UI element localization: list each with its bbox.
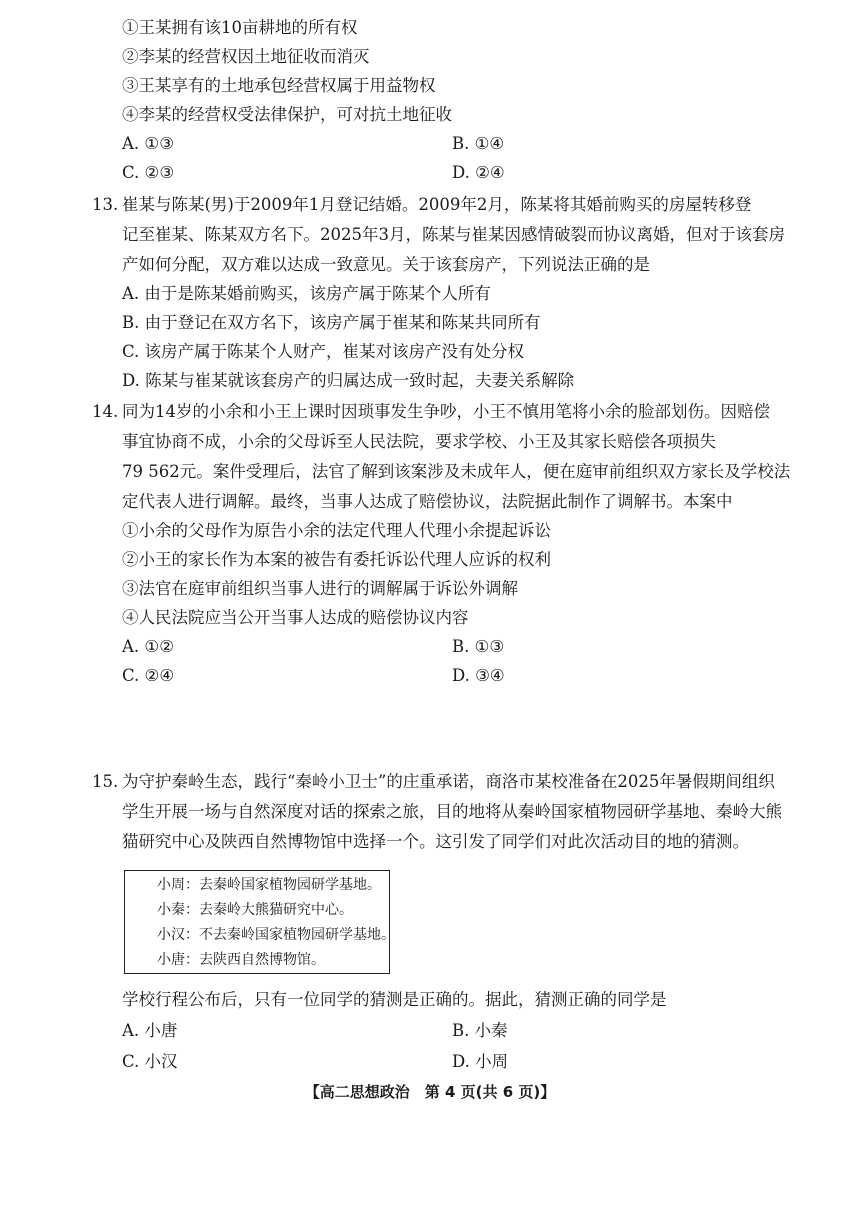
q12-statement-2: ②李某的经营权因土地征收而消灭	[122, 47, 370, 66]
page-footer: 【高二思想政治 第 4 页(共 6 页)】	[304, 1083, 556, 1101]
q12-statement-1: ①王某拥有该10亩耕地的所有权	[122, 18, 358, 37]
q14-option-d: D. ③④	[452, 666, 505, 685]
q15-option-c: C. 小汉	[122, 1052, 178, 1071]
q14-option-b: B. ①③	[452, 637, 505, 656]
q14-statement-2: ②小王的家长作为本案的被告有委托诉讼代理人应诉的权利	[122, 550, 551, 569]
q14-stem-line-3: 79 562元。案件受理后，法官了解到该案涉及未成年人，便在庭审前组织双方家长及学校法	[122, 462, 791, 481]
q12-statement-4: ④李某的经营权受法律保护，可对抗土地征收	[122, 105, 452, 124]
guess-xiaozhou: 小周：去秦岭国家植物园研学基地。	[157, 877, 381, 893]
q15-number: 15.	[92, 772, 119, 791]
q14-number: 14.	[92, 402, 119, 421]
q13-stem-line-2: 记至崔某、陈某双方名下。2025年3月，陈某与崔某因感情破裂而协议离婚，但对于该套房	[122, 225, 785, 244]
q14-option-c: C. ②④	[122, 666, 175, 685]
guess-xiaohan: 小汉：不去秦岭国家植物园研学基地。	[157, 927, 395, 943]
q15-stem-line-1: 为守护秦岭生态，践行“秦岭小卫士”的庄重承诺，商洛市某校准备在2025年暑假期间组织	[122, 772, 775, 791]
q13-option-d: D. 陈某与崔某就该套房产的归属达成一致时起，夫妻关系解除	[122, 371, 575, 390]
q13-option-b: B. 由于登记在双方名下，该房产属于崔某和陈某共同所有	[122, 313, 541, 332]
q14-statement-1: ①小余的父母作为原告小余的法定代理人代理小余提起诉讼	[122, 521, 551, 540]
guess-xiaotang: 小唐：去陕西自然博物馆。	[157, 952, 325, 968]
q14-stem-line-1: 同为14岁的小余和小王上课时因琐事发生争吵，小王不慎用笔将小余的脸部划伤。因赔偿	[122, 402, 770, 421]
q14-option-a: A. ①②	[122, 637, 174, 656]
q14-stem-line-2: 事宜协商不成，小余的父母诉至人民法院，要求学校、小王及其家长赔偿各项损失	[122, 432, 716, 451]
guess-xiaoqin: 小秦：去秦岭大熊猫研究中心。	[157, 902, 353, 918]
q12-option-c: C. ②③	[122, 163, 175, 182]
q12-option-b: B. ①④	[452, 134, 505, 153]
q12-option-d: D. ②④	[452, 163, 505, 182]
q14-statement-4: ④人民法院应当公开当事人达成的赔偿协议内容	[122, 608, 469, 627]
q12-option-a: A. ①③	[122, 134, 174, 153]
q15-option-d: D. 小周	[452, 1052, 509, 1071]
q14-statement-3: ③法官在庭审前组织当事人进行的调解属于诉讼外调解	[122, 579, 518, 598]
q13-stem-line-1: 崔某与陈某(男)于2009年1月登记结婚。2009年2月，陈某将其婚前购买的房屋转移登	[122, 195, 752, 214]
q13-option-c: C. 该房产属于陈某个人财产，崔某对该房产没有处分权	[122, 342, 525, 361]
q14-stem-line-4: 定代表人进行调解。最终，当事人达成了赔偿协议，法院据此制作了调解书。本案中	[122, 492, 733, 511]
q15-stem-line-3: 猫研究中心及陕西自然博物馆中选择一个。这引发了同学们对此次活动目的地的猜测。	[122, 832, 749, 851]
q13-option-a: A. 由于是陈某婚前购买，该房产属于陈某个人所有	[122, 284, 491, 303]
q13-number: 13.	[92, 195, 119, 214]
q12-statement-3: ③王某享有的土地承包经营权属于用益物权	[122, 76, 436, 95]
q15-option-b: B. 小秦	[452, 1021, 508, 1040]
q13-stem-line-3: 产如何分配，双方难以达成一致意见。关于该套房产，下列说法正确的是	[122, 255, 650, 274]
guesses-box	[124, 870, 395, 974]
q15-option-a: A. 小唐	[122, 1021, 178, 1040]
q15-follow-up: 学校行程公布后，只有一位同学的猜测是正确的。据此，猜测正确的同学是	[122, 990, 667, 1009]
q15-stem-line-2: 学生开展一场与自然深度对话的探索之旅，目的地将从秦岭国家植物园研学基地、秦岭大熊	[122, 802, 782, 821]
